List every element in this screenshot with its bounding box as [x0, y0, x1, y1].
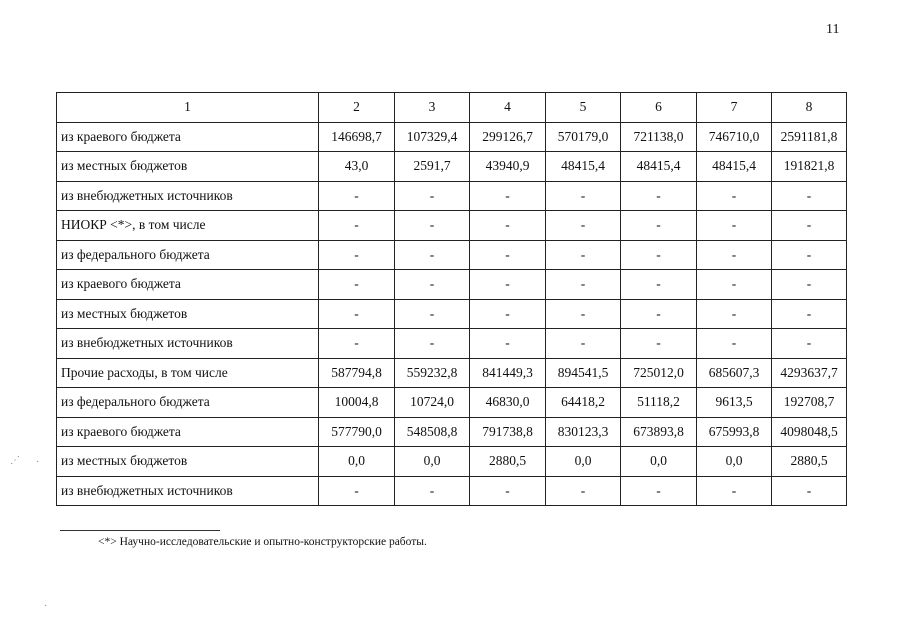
cell-value: -: [697, 270, 772, 300]
row-label: из федерального бюджета: [57, 388, 319, 418]
cell-value: -: [772, 329, 847, 359]
cell-value: -: [395, 299, 470, 329]
cell-value: -: [697, 240, 772, 270]
table-row: [57, 476, 847, 506]
cell-value: 48415,4: [621, 152, 697, 182]
cell-value: -: [319, 270, 395, 300]
row-label: из внебюджетных источников: [57, 181, 319, 211]
cell-value: 894541,5: [546, 358, 621, 388]
cell-value: -: [395, 329, 470, 359]
table-row: [57, 417, 847, 447]
table-row: [57, 388, 847, 418]
cell-value: -: [395, 181, 470, 211]
cell-value: -: [621, 329, 697, 359]
cell-value: 675993,8: [697, 417, 772, 447]
cell-value: 721138,0: [621, 122, 697, 152]
footnote-divider: [60, 530, 220, 531]
cell-value: 64418,2: [546, 388, 621, 418]
row-label: из местных бюджетов: [57, 447, 319, 477]
cell-value: 673893,8: [621, 417, 697, 447]
cell-value: -: [319, 211, 395, 241]
cell-value: -: [697, 299, 772, 329]
cell-value: -: [319, 329, 395, 359]
row-label: из внебюджетных источников: [57, 476, 319, 506]
cell-value: -: [621, 211, 697, 241]
table-row: [57, 299, 847, 329]
table-row: [57, 329, 847, 359]
table-row: [57, 447, 847, 477]
cell-value: 0,0: [621, 447, 697, 477]
row-label: из краевого бюджета: [57, 270, 319, 300]
cell-value: -: [319, 476, 395, 506]
cell-value: -: [546, 476, 621, 506]
cell-value: 830123,3: [546, 417, 621, 447]
cell-value: -: [697, 181, 772, 211]
cell-value: 43,0: [319, 152, 395, 182]
cell-value: 725012,0: [621, 358, 697, 388]
scan-speck: ⋰: [10, 455, 20, 466]
cell-value: 192708,7: [772, 388, 847, 418]
cell-value: 107329,4: [395, 122, 470, 152]
table-row: [57, 211, 847, 241]
cell-value: -: [395, 270, 470, 300]
column-header-3: 3: [395, 93, 470, 123]
row-label: НИОКР <*>, в том числе: [57, 211, 319, 241]
row-label: из местных бюджетов: [57, 152, 319, 182]
cell-value: 587794,8: [319, 358, 395, 388]
row-label: Прочие расходы, в том числе: [57, 358, 319, 388]
cell-value: 46830,0: [470, 388, 546, 418]
cell-value: 791738,8: [470, 417, 546, 447]
table-row: [57, 181, 847, 211]
cell-value: 4098048,5: [772, 417, 847, 447]
row-label: из краевого бюджета: [57, 122, 319, 152]
scan-speck: ·: [44, 601, 48, 612]
cell-value: 841449,3: [470, 358, 546, 388]
cell-value: -: [470, 329, 546, 359]
footnote: <*> Научно-исследовательские и опытно-конструкторские работы.: [98, 536, 427, 548]
scan-speck: ·: [36, 457, 40, 468]
cell-value: -: [319, 299, 395, 329]
cell-value: 559232,8: [395, 358, 470, 388]
cell-value: -: [621, 240, 697, 270]
cell-value: 0,0: [395, 447, 470, 477]
table-header-row: [57, 93, 847, 123]
cell-value: -: [697, 211, 772, 241]
cell-value: -: [697, 476, 772, 506]
cell-value: -: [621, 299, 697, 329]
table-row: [57, 270, 847, 300]
cell-value: -: [621, 270, 697, 300]
cell-value: 43940,9: [470, 152, 546, 182]
cell-value: 746710,0: [697, 122, 772, 152]
table-row: [57, 240, 847, 270]
cell-value: 10004,8: [319, 388, 395, 418]
cell-value: -: [546, 240, 621, 270]
row-label: из местных бюджетов: [57, 299, 319, 329]
cell-value: 4293637,7: [772, 358, 847, 388]
cell-value: 191821,8: [772, 152, 847, 182]
cell-value: 51118,2: [621, 388, 697, 418]
budget-table: [56, 92, 847, 506]
cell-value: -: [546, 299, 621, 329]
column-header-1: 1: [57, 93, 319, 123]
cell-value: 577790,0: [319, 417, 395, 447]
cell-value: 10724,0: [395, 388, 470, 418]
cell-value: -: [470, 240, 546, 270]
cell-value: -: [546, 329, 621, 359]
cell-value: -: [546, 181, 621, 211]
cell-value: 0,0: [546, 447, 621, 477]
cell-value: 685607,3: [697, 358, 772, 388]
cell-value: -: [621, 181, 697, 211]
row-label: из федерального бюджета: [57, 240, 319, 270]
cell-value: 0,0: [697, 447, 772, 477]
table-row: [57, 122, 847, 152]
row-label: из внебюджетных источников: [57, 329, 319, 359]
cell-value: 48415,4: [546, 152, 621, 182]
cell-value: -: [470, 270, 546, 300]
cell-value: -: [319, 240, 395, 270]
cell-value: -: [621, 476, 697, 506]
cell-value: 146698,7: [319, 122, 395, 152]
cell-value: -: [470, 476, 546, 506]
page-number: 11: [826, 22, 840, 37]
cell-value: 48415,4: [697, 152, 772, 182]
cell-value: 9613,5: [697, 388, 772, 418]
cell-value: -: [546, 270, 621, 300]
cell-value: -: [546, 211, 621, 241]
cell-value: -: [772, 240, 847, 270]
column-header-7: 7: [697, 93, 772, 123]
column-header-4: 4: [470, 93, 546, 123]
cell-value: 2880,5: [772, 447, 847, 477]
cell-value: 570179,0: [546, 122, 621, 152]
cell-value: -: [470, 299, 546, 329]
table-body: [57, 122, 847, 506]
row-label: из краевого бюджета: [57, 417, 319, 447]
table-row: [57, 152, 847, 182]
cell-value: 548508,8: [395, 417, 470, 447]
cell-value: -: [319, 181, 395, 211]
column-header-2: 2: [319, 93, 395, 123]
cell-value: -: [697, 329, 772, 359]
cell-value: -: [772, 211, 847, 241]
column-header-8: 8: [772, 93, 847, 123]
cell-value: 0,0: [319, 447, 395, 477]
cell-value: -: [772, 181, 847, 211]
cell-value: -: [772, 476, 847, 506]
cell-value: 2880,5: [470, 447, 546, 477]
cell-value: 299126,7: [470, 122, 546, 152]
cell-value: -: [772, 270, 847, 300]
cell-value: -: [470, 211, 546, 241]
cell-value: -: [772, 299, 847, 329]
cell-value: -: [470, 181, 546, 211]
column-header-6: 6: [621, 93, 697, 123]
column-header-5: 5: [546, 93, 621, 123]
cell-value: 2591181,8: [772, 122, 847, 152]
cell-value: -: [395, 476, 470, 506]
cell-value: 2591,7: [395, 152, 470, 182]
cell-value: -: [395, 240, 470, 270]
cell-value: -: [395, 211, 470, 241]
table-row: [57, 358, 847, 388]
